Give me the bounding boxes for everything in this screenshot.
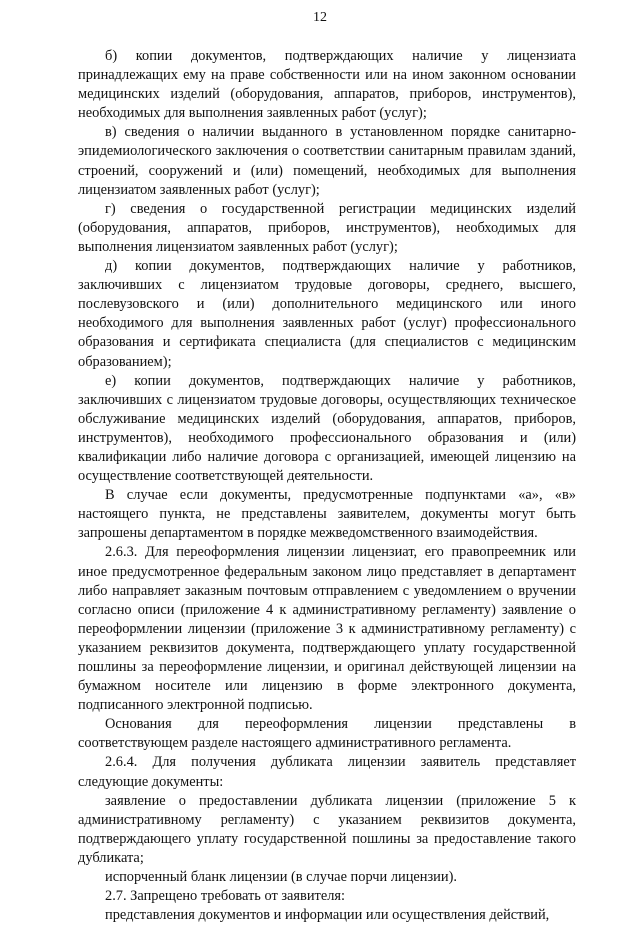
paragraph-damaged-form: испорченный бланк лицензии (в случае порчи лицензии). bbox=[105, 869, 457, 886]
paragraph-2-6-3: 2.6.3. Для переоформления лицензии лицензиат, его правопреемник или иное предусмотренное федеральным законом лицо представляет в департамент либо направляет заказным почтовым отправлением с уведомлением о вручении согласно описи (приложение 4 к административному регламенту) заявление о переоформлении лицензии (приложение 3 к административному регламенту) с указанием реквизитов документа, подтверждающего уплату государственной пошлины за переоформление лицензии, и оригинал действующей лицензии на бумажном носителе или лицензию в форме электронного документа, подписанного электронной подписью. bbox=[78, 544, 576, 714]
paragraph-item-g: г) сведения о государственной регистрации медицинских изделий (оборудования, аппаратов, приборов, инструментов), необходимых для выполнения лицензиатом заявленных работ (услуг); bbox=[78, 200, 576, 255]
paragraph-grounds: Основания для переоформления лицензии представлены в соответствующем разделе настоящего административного регламента. bbox=[78, 716, 576, 752]
paragraph-duplicate-application: заявление о предоставлении дубликата лицензии (приложение 5 к административному регламенту) с указанием реквизитов документа, подтверждающего уплату государственной пошлины за предоставление такого дубликата; bbox=[78, 792, 576, 866]
paragraph-item-d: д) копии документов, подтверждающих наличие у работников, заключивших с лицензиатом трудовые договоры, среднего, высшего, послевузовского и (или) дополнительного медицинского или иного необходимого для выполнения заявленных работ (услуг) профессионального образования и сертификата специалиста (для специалистов с медицинским образованием); bbox=[78, 258, 576, 370]
document-body bbox=[78, 47, 576, 925]
paragraph-2-7: 2.7. Запрещено требовать от заявителя: bbox=[105, 888, 346, 905]
paragraph-item-v: в) сведения о наличии выданного в установленном порядке санитарно-эпидемиологического заключения о соответствии санитарным правилам зданий, строений, сооружений и (или) помещений, необходимых для выполнения лицензиатом заявленных работ (услуг); bbox=[78, 124, 576, 198]
paragraph-item-b: б) копии документов, подтверждающих наличие у лицензиата принадлежащих ему на праве собственности или на ином законном основании медицинских изделий (оборудования, аппаратов, приборов, инструментов), необходимых для выполнения заявленных работ (услуг); bbox=[78, 48, 576, 122]
paragraph-note: В случае если документы, предусмотренные подпунктами «а», «в» настоящего пункта, не представлены заявителем, документы могут быть запрошены департаментом в порядке межведомственного взаимодействия. bbox=[78, 487, 576, 542]
page-number: 12 bbox=[313, 10, 327, 25]
paragraph-2-6-4: 2.6.4. Для получения дубликата лицензии заявитель представляет следующие документы: bbox=[78, 754, 576, 790]
paragraph-item-e: е) копии документов, подтверждающих наличие у работников, заключивших с лицензиатом трудовые договоры, осуществляющих техническое обслуживание медицинских изделий (оборудования, аппаратов, приборов, инструментов), необходимого профессионального образования и (или) квалификации либо наличие договора с организацией, имеющей лицензию на осуществление соответствующей деятельности. bbox=[78, 372, 576, 485]
paragraph-prohibited: представления документов и информации или осуществления действий, bbox=[105, 907, 550, 924]
